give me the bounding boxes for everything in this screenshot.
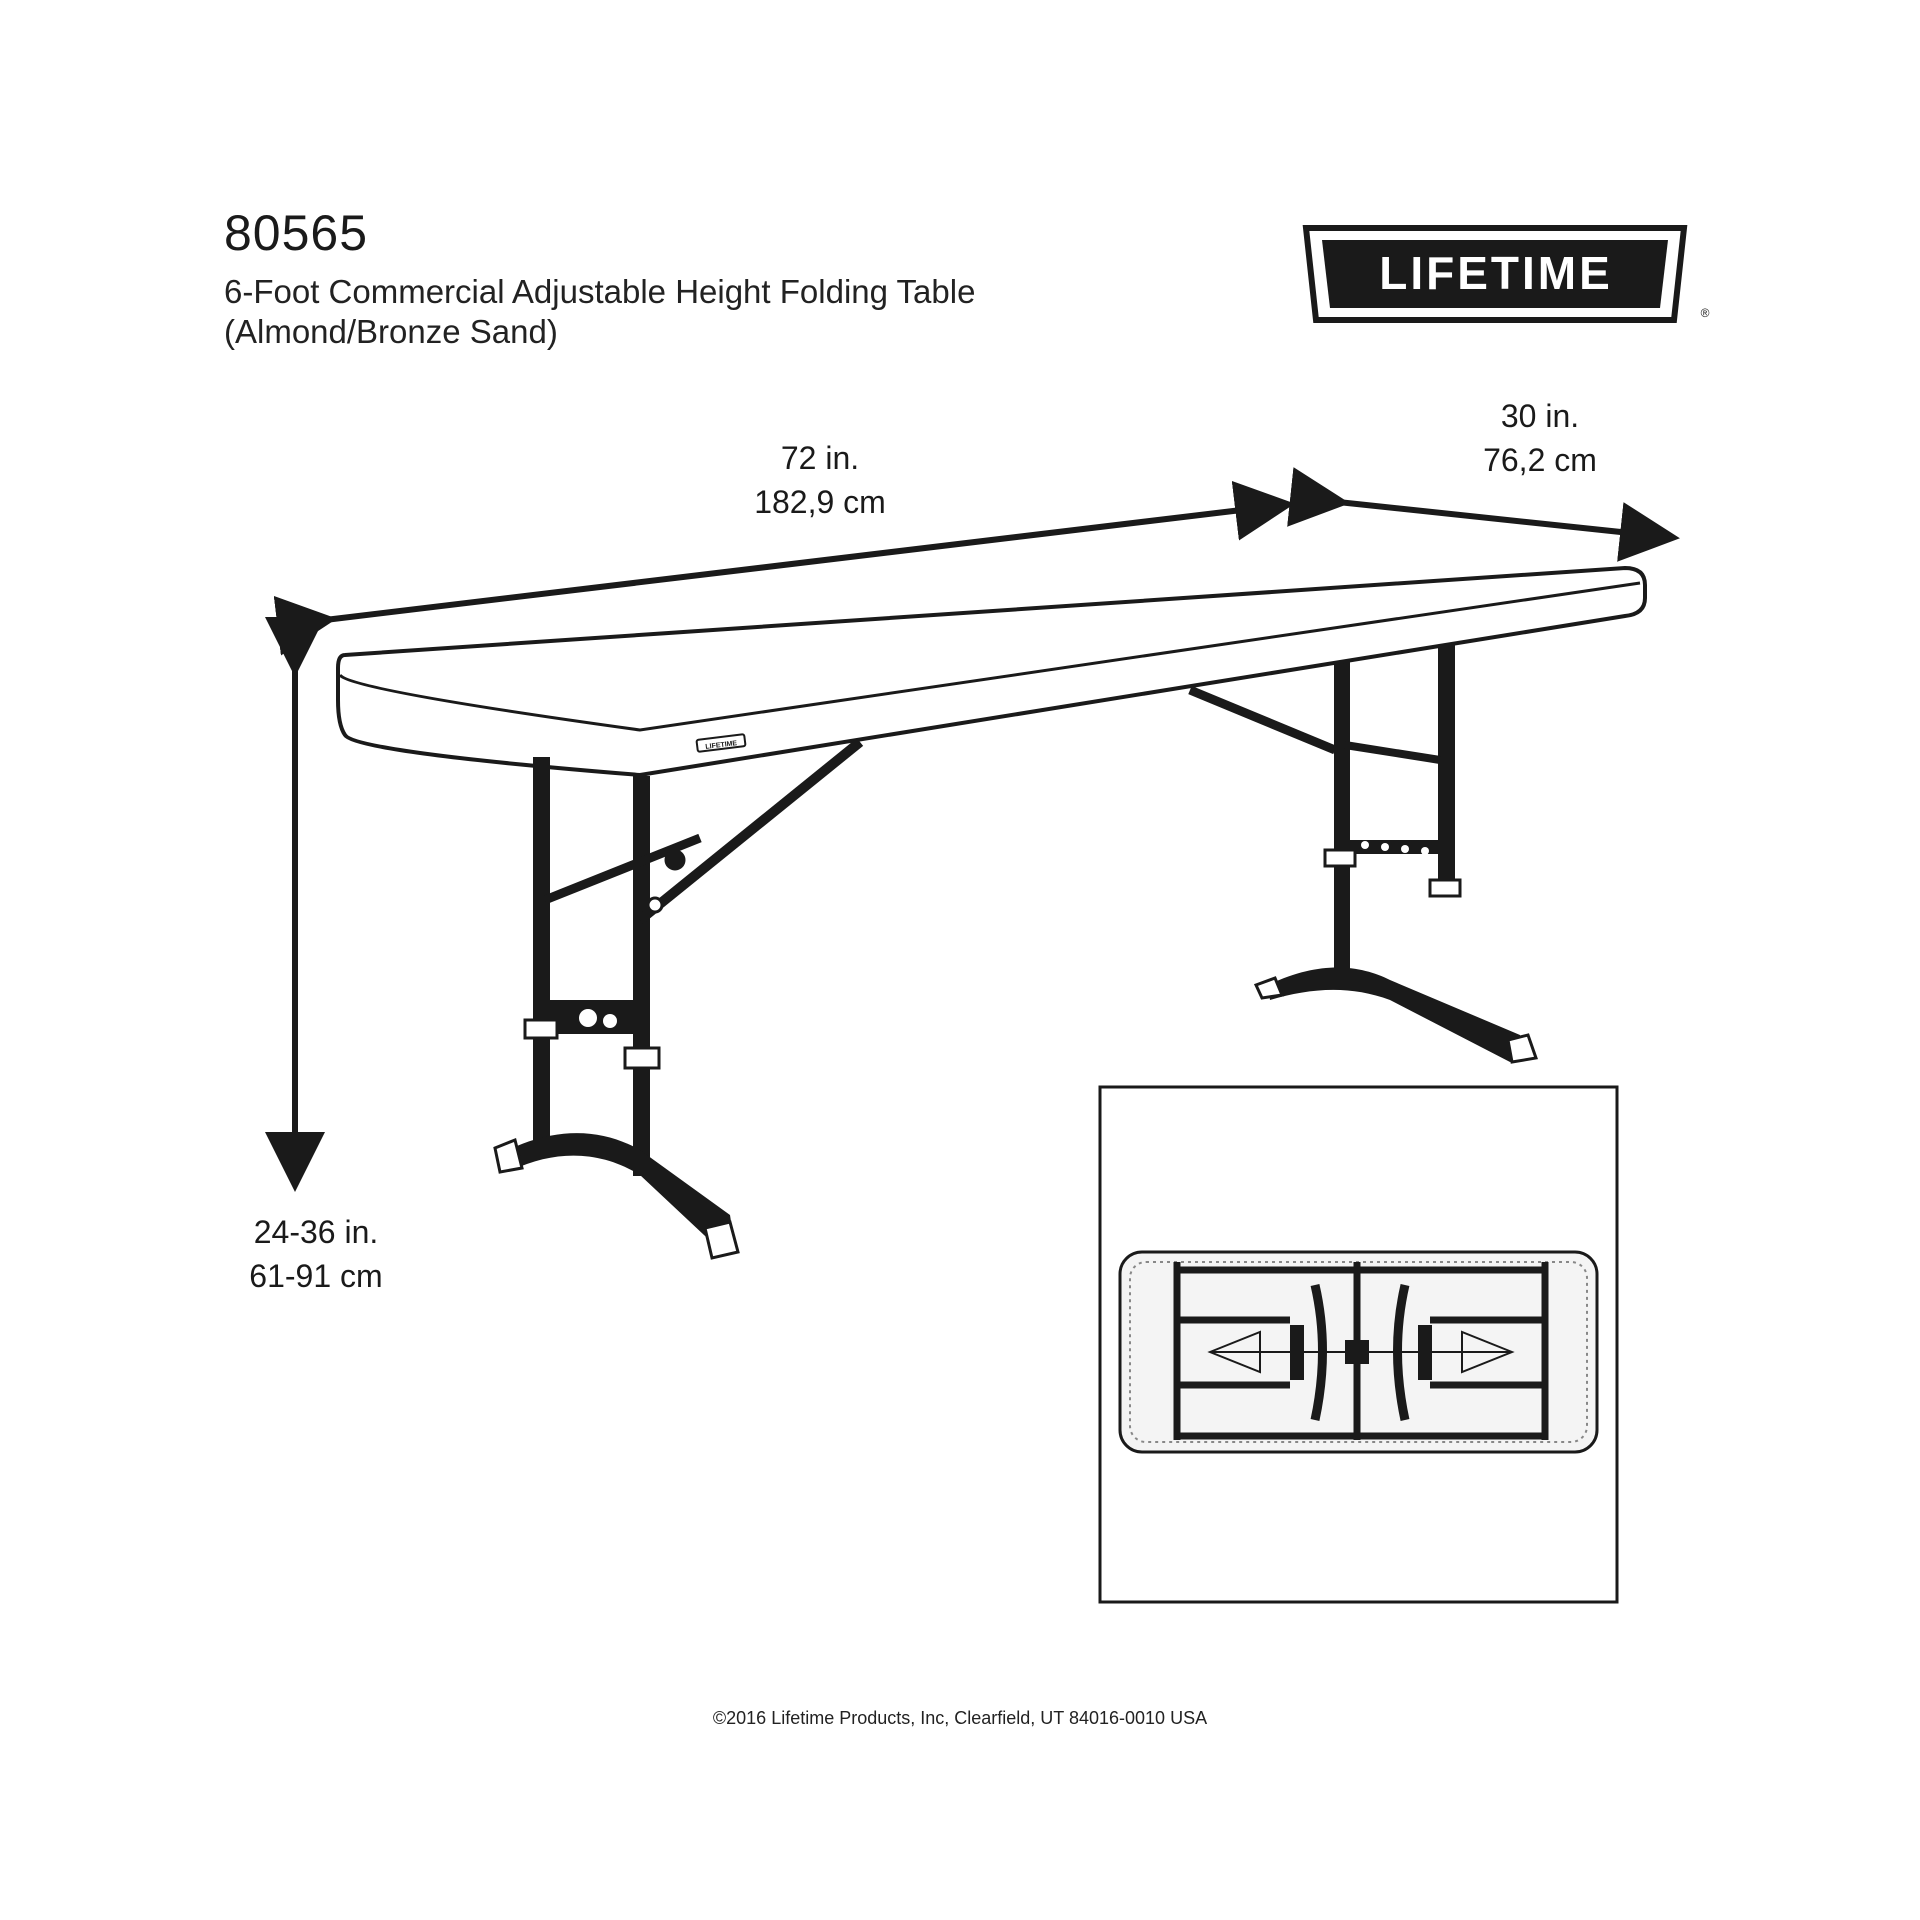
copyright-notice: ©2016 Lifetime Products, Inc, Clearfield, UT 84016-0010 USA — [712, 1708, 1208, 1728]
underside-view-inset — [1100, 1087, 1617, 1602]
logo-wordmark: LIFETIME — [1379, 247, 1613, 299]
model-number: 80565 — [224, 205, 369, 261]
length-metric: 182,9 cm — [754, 484, 886, 520]
table-badge-text: LIFETIME — [705, 740, 738, 751]
width-imperial: 30 in. — [1500, 398, 1580, 434]
height-metric: 61-91 cm — [249, 1258, 383, 1294]
product-title-line-2: (Almond/Bronze Sand) — [224, 313, 558, 350]
height-imperial: 24-36 in. — [253, 1214, 379, 1250]
rear-leg-assembly — [1190, 625, 1536, 1062]
length-imperial: 72 in. — [780, 440, 860, 476]
product-title-line-1: 6-Foot Commercial Adjustable Height Folding Table — [224, 273, 976, 310]
width-metric: 76,2 cm — [1483, 442, 1597, 478]
registered-mark: ® — [1700, 306, 1710, 320]
width-dimension-arrow — [1338, 502, 1668, 537]
front-leg-assembly — [495, 742, 860, 1258]
